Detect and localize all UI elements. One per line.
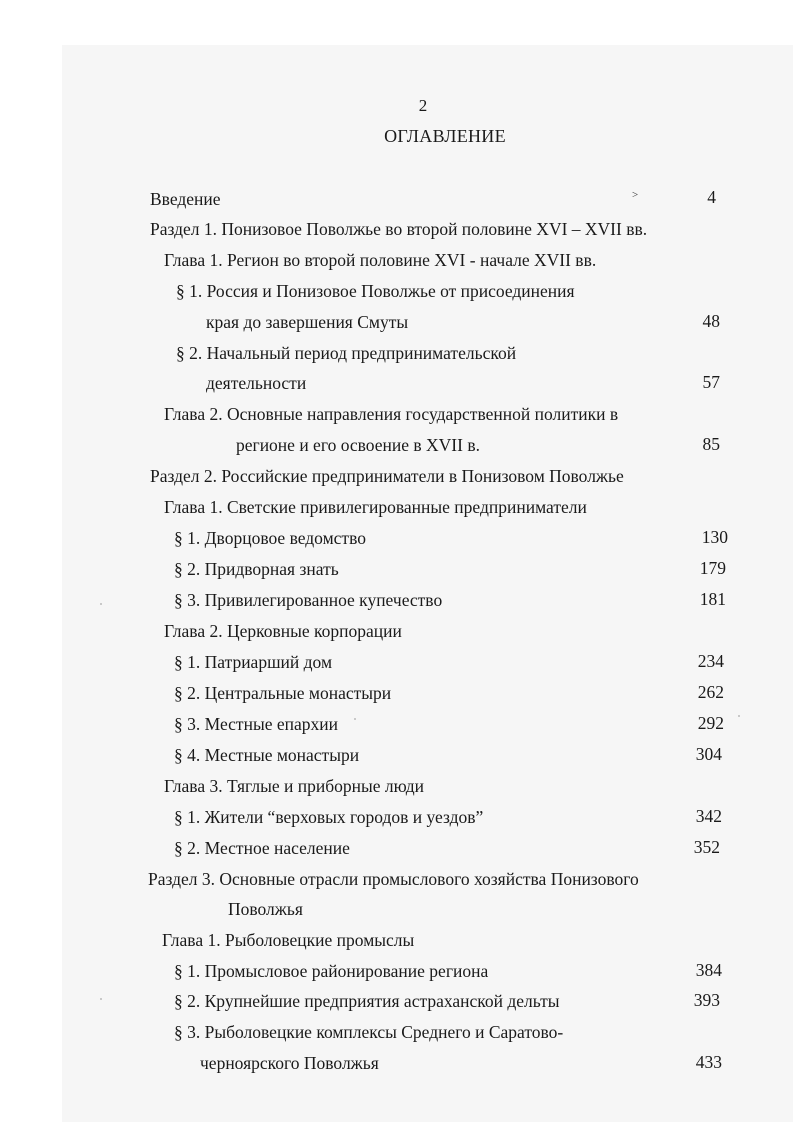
- toc-section-2-1-2: § 2. Придворная знать: [174, 559, 339, 579]
- toc-section-2-2-1: § 1. Патриарший дом: [174, 652, 333, 672]
- scan-speck: [100, 603, 102, 605]
- toc-part-1: Раздел 1. Понизовое Поволжье во второй половине XVI – XVII вв.: [150, 219, 648, 239]
- scan-mark: >: [632, 189, 639, 201]
- scan-speck: [354, 718, 356, 720]
- scan-speck: [738, 715, 740, 717]
- toc-chapter-2-3: Глава 3. Тяглые и приборные люди: [164, 776, 425, 796]
- toc-page-2-1-2: 179: [699, 558, 726, 578]
- toc-section-3-1-2: § 2. Крупнейшие предприятия астраханской дельты: [174, 991, 560, 1011]
- toc-chapter-2-2: Глава 2. Церковные корпорации: [164, 621, 402, 641]
- toc-page-intro: 4: [707, 187, 716, 207]
- toc-entry-intro: Введение: [150, 189, 221, 209]
- toc-page-3-1-2: 393: [693, 990, 720, 1010]
- toc-part-3-cont: Поволжья: [228, 899, 303, 919]
- toc-chapter-1-2: Глава 2. Основные направления государственной политики в: [164, 404, 619, 424]
- toc-page-3-1-3: 433: [695, 1052, 722, 1072]
- toc-chapter-1-1: Глава 1. Регион во второй половине XVI - начале XVII вв.: [164, 250, 597, 270]
- toc-page-2-1-1: 130: [701, 527, 728, 547]
- toc-page-2-2-2: 262: [697, 682, 724, 702]
- toc-page-3-1-1: 384: [695, 960, 722, 980]
- toc-section-2-1-1: § 1. Дворцовое ведомство: [174, 528, 366, 548]
- toc-part-2: Раздел 2. Российские предприниматели в Понизовом Поволжье: [150, 466, 624, 486]
- toc-chapter-1-2-cont: регионе и его освоение в XVII в.: [236, 435, 480, 455]
- page-number: 2: [418, 96, 428, 115]
- toc-page-1-2: 85: [702, 434, 720, 454]
- toc-section-3-1-3: § 3. Рыболовецкие комплексы Среднего и Саратово-: [174, 1022, 564, 1042]
- toc-page-1-1-2: 57: [702, 372, 720, 392]
- toc-section-2-2-3: § 3. Местные епархии: [174, 714, 338, 734]
- toc-chapter-2-1: Глава 1. Светские привилегированные предприниматели: [164, 497, 587, 517]
- toc-section-1-1-1-cont: края до завершения Смуты: [206, 312, 409, 332]
- toc-page-2-1-3: 181: [699, 589, 726, 609]
- toc-section-2-3-2: § 2. Местное население: [174, 838, 350, 858]
- toc-page-2-2-1: 234: [697, 651, 724, 671]
- toc-page-2-2-3: 292: [697, 713, 724, 733]
- toc-section-2-2-4: § 4. Местные монастыри: [174, 745, 360, 765]
- toc-section-3-1-1: § 1. Промысловое районирование региона: [174, 961, 489, 981]
- toc-page-2-2-4: 304: [695, 744, 722, 764]
- toc-page-2-3-1: 342: [695, 806, 722, 826]
- page-title: ОГЛАВЛЕНИЕ: [384, 126, 506, 146]
- toc-chapter-3-1: Глава 1. Рыболовецкие промыслы: [162, 930, 415, 950]
- toc-section-2-3-1: § 1. Жители “верховых городов и уездов”: [174, 807, 484, 827]
- toc-section-1-1-2: § 2. Начальный период предпринимательской: [176, 343, 517, 363]
- toc-section-1-1-2-cont: деятельности: [206, 373, 307, 393]
- toc-section-2-2-2: § 2. Центральные монастыри: [174, 683, 392, 703]
- scan-speck: [100, 998, 102, 1000]
- toc-page-1-1-1: 48: [702, 311, 720, 331]
- toc-page-2-3-2: 352: [693, 837, 720, 857]
- toc-part-3: Раздел 3. Основные отрасли промыслового хозяйства Понизового: [148, 869, 639, 889]
- toc-section-1-1-1: § 1. Россия и Понизовое Поволжье от присоединения: [176, 281, 575, 301]
- toc-section-3-1-3-cont: черноярского Поволжья: [200, 1053, 379, 1073]
- toc-section-2-1-3: § 3. Привилегированное купечество: [174, 590, 443, 610]
